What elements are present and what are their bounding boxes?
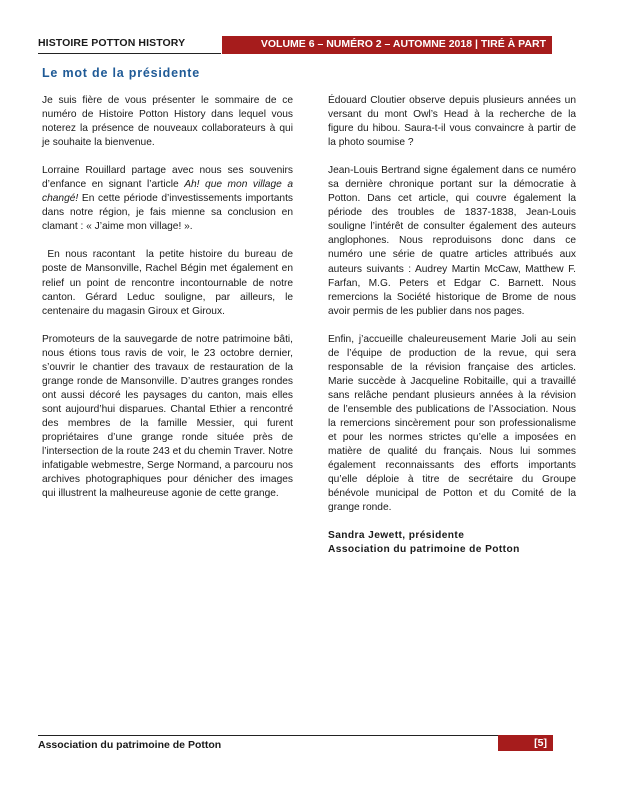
paragraph: Jean-Louis Bertrand signe également dans ce numéro sa dernière chronique portant sur la démocratie à Potton. Dans cet article, qui couvre également la période des troubles de 1837-1838, Jean-Louis souligne l’intérêt de consulter également des auteurs anglophones. Nous reproduisons donc dans ce numéro une série de quatre articles attribués aux auteurs suivants : Audrey Martin McCaw, Matthew F. Farfan, M.G. Peters et Edgar C. Barnett. Nous remercions la Société historique de Brome de nous avoir permis de les publier dans nos pages. (328, 165, 576, 317)
header-issue-banner: VOLUME 6 – NUMÉRO 2 – AUTOMNE 2018 | TIRÉ À PART (222, 36, 552, 54)
signature (328, 529, 576, 557)
paragraph-text: Lorraine Rouillard partage avec nous ses souvenirs d’enfance en signant l’article (42, 165, 293, 191)
page-number: [5] (498, 735, 553, 751)
right-column (328, 94, 576, 557)
paragraph-text: En cette période d’investissements importants dans notre région, je fais mienne sa conclusion en clamant : « J’aime mon village! ». (42, 193, 293, 233)
page-title: Le mot de la présidente (42, 66, 201, 80)
paragraph: Je suis fière de vous présenter le sommaire de ce numéro de Histoire Potton History dans lequel vous noterez la présence de nouveaux collaborateurs à qui je souhaite la bienvenue. (42, 95, 293, 149)
paragraph: En nous racontant la petite histoire du bureau de poste de Mansonville, Rachel Bégin met également en relief un point de rencontre incontournable de notre canton. Gérard Leduc souligne, par ailleurs, le centenaire du magasin Giroux et Giroux. (42, 249, 296, 317)
paragraph: Enfin, j’accueille chaleureusement Marie Joli au sein de l’équipe de production de la revue, qui sera responsable de la révision française des articles. Marie succède à Jacqueline Robitaille, qui a travaillé sans relâche pendant plusieurs années à la révision de l’ensemble des publications de l’Association. Nous la remercions sincèrement pour son professionalisme et pour les normes strictes qu’elle a imposées en matière de qualité du français. Nous lui sommes également reconnaissants des efforts importants qu’elle déploie à titre de secrétaire du Groupe bénévole municipal de Potton et du Comité de la grange ronde. (328, 333, 576, 514)
signature-name: Sandra Jewett, présidente (328, 530, 465, 542)
article-title: Ah! que mon village a changé! (42, 179, 293, 205)
signature-organization: Association du patrimoine de Potton (328, 544, 520, 556)
footer-organization: Association du patrimoine de Potton (38, 735, 498, 752)
left-column (42, 94, 296, 501)
header-journal-title: HISTOIRE POTTON HISTORY (38, 36, 221, 54)
paragraph: Édouard Cloutier observe depuis plusieurs années un versant du mont Owl’s Head à la recherche de la figure du hibou. Saura-t-il vous convaincre à partir de la photo soumise ? (328, 95, 576, 149)
paragraph: Promoteurs de la sauvegarde de notre patrimoine bâti, nous étions tous ravis de voir, le 23 octobre dernier, s’ouvrir le chantier des travaux de restauration de la grange ronde de Mansonville. D’autres granges rondes ont aussi décoré les paysages du canton, mais elles sont aujourd’hui disparues. Chantal Ethier a rencontré des membres de la famille Messier, qui furent propriétaires d’une grange ronde située près de l’intersection de la route 243 et du chemin Traver. Notre infatigable webmestre, Serge Normand, a parcouru nos archives photographiques pour dénicher des images qui illustrent la malheureuse agonie de cette grange. (42, 333, 293, 500)
paragraph (42, 164, 293, 234)
